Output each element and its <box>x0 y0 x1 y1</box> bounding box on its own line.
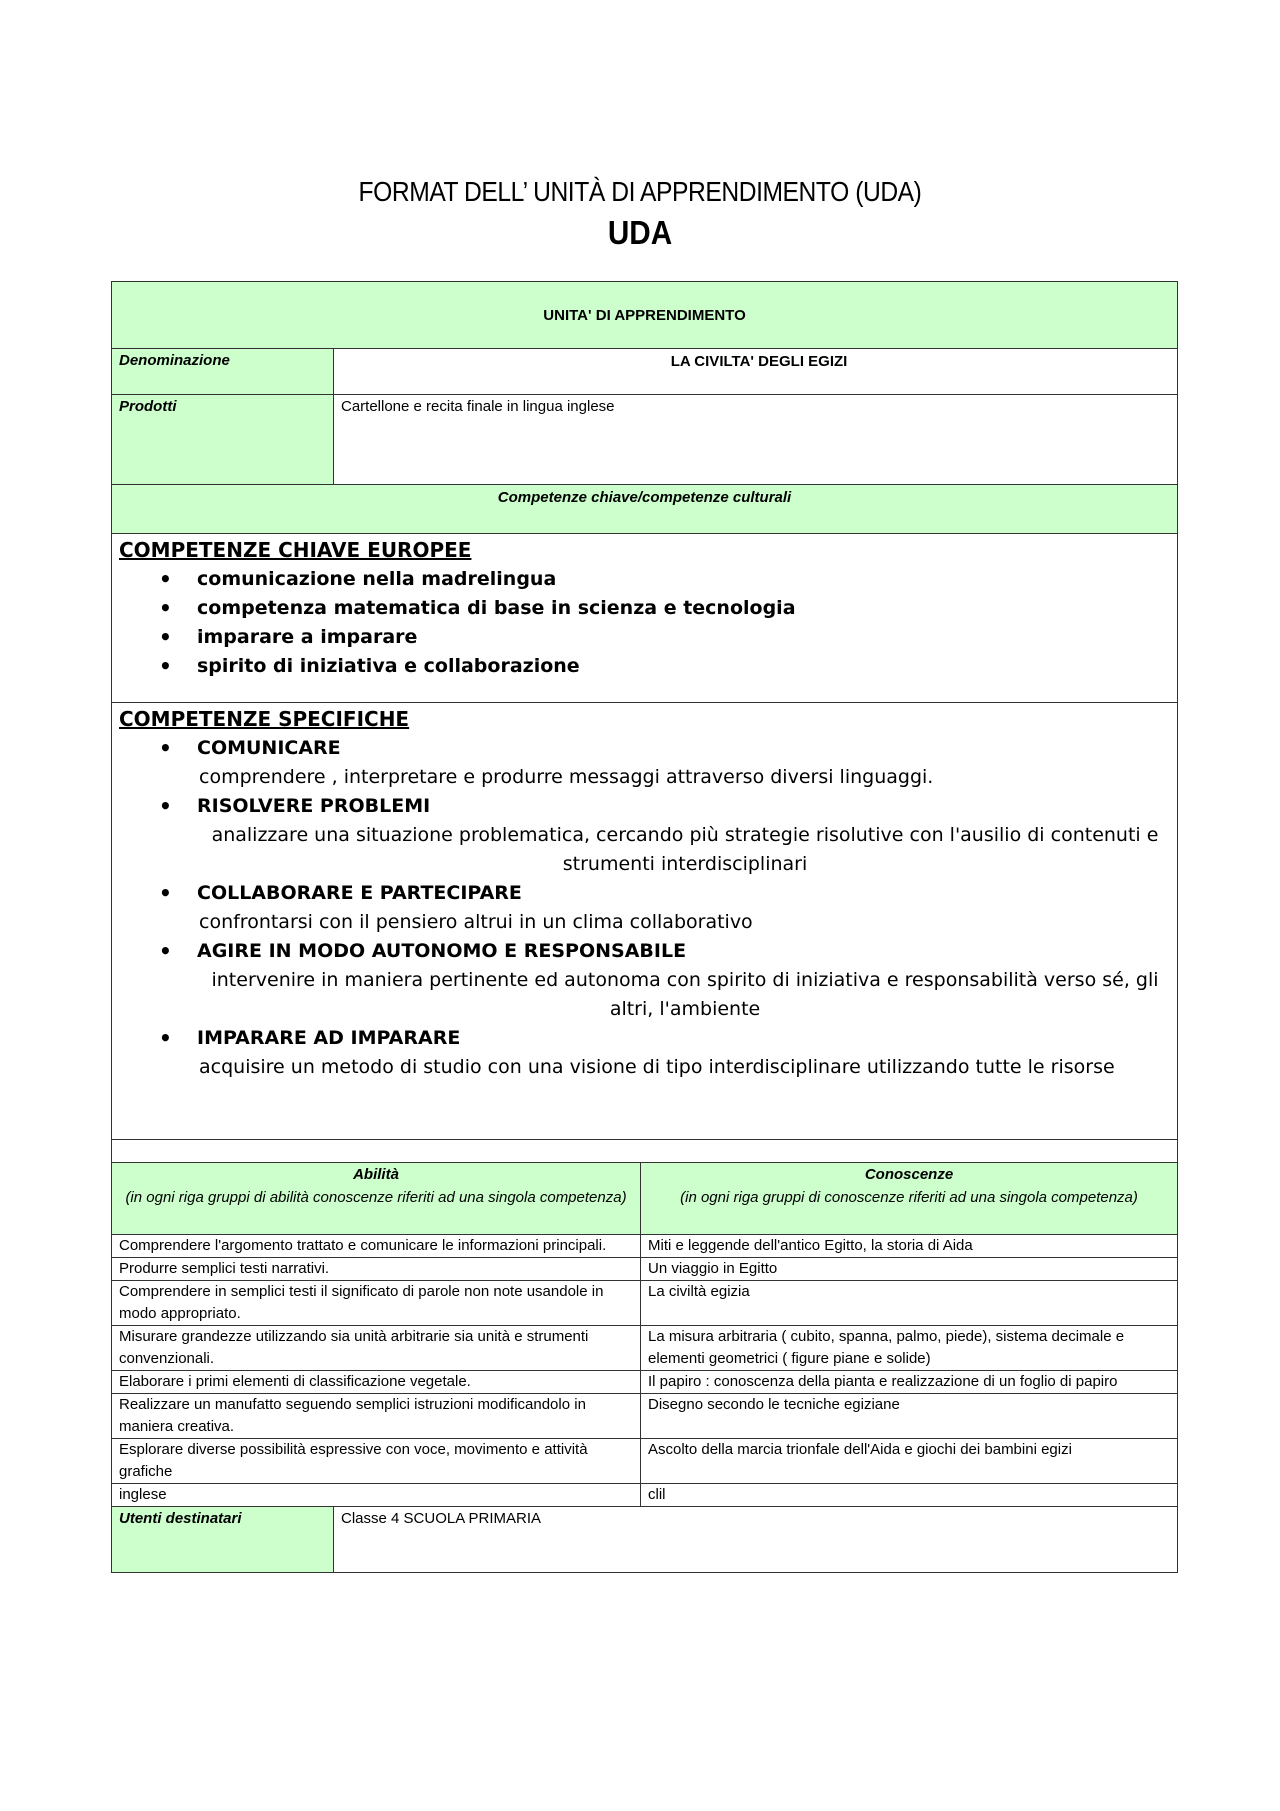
conoscenze-header-title: Conoscenze <box>864 1166 954 1183</box>
utenti-value: Classe 4 SCUOLA PRIMARIA <box>334 1507 1178 1573</box>
competenza-specifica-name: • IMPARARE AD IMPARARE <box>119 1024 1177 1053</box>
table-row <box>112 1371 1178 1394</box>
abilita-cell: Elaborare i primi elementi di classificazione vegetale. <box>112 1371 641 1394</box>
table-row <box>112 1235 1178 1258</box>
abilita-header <box>112 1163 641 1235</box>
competenza-chiave-item: • imparare a imparare <box>119 623 1177 652</box>
table-row <box>112 1258 1178 1281</box>
conoscenze-cell: Un viaggio in Egitto <box>641 1258 1178 1281</box>
competenza-specifica-desc: confrontarsi con il pensiero altrui in un clima collaborativo <box>199 911 753 933</box>
competenza-specifica-desc: analizzare una situazione problematica, cercando più strategie risolutive con l'ausilio di contenuti e strumenti interdisciplinari <box>211 824 1159 875</box>
abilita-cell: Misurare grandezze utilizzando sia unità arbitrarie sia unità e strumenti convenzionali. <box>112 1326 641 1371</box>
denominazione-value: LA CIVILTA' DEGLI EGIZI <box>334 349 1178 395</box>
utenti-label: Utenti destinatari <box>112 1507 334 1573</box>
competenza-chiave-item: • spirito di iniziativa e collaborazione <box>119 652 1177 681</box>
conoscenze-cell: clil <box>641 1484 1178 1507</box>
competenza-chiave-item: • competenza matematica di base in scienza e tecnologia <box>119 594 1177 623</box>
table-row <box>112 1326 1178 1371</box>
abilita-conoscenze-rows <box>112 1235 1178 1507</box>
competenze-specifiche-title: COMPETENZE SPECIFICHE <box>119 707 410 731</box>
abilita-cell: Comprendere in semplici testi il significato di parole non note usandole in modo appropriato. <box>112 1281 641 1326</box>
competenze-chiave-title: COMPETENZE CHIAVE EUROPEE <box>119 538 472 562</box>
abilita-header-title: Abilità <box>353 1166 399 1183</box>
document-subtitle: UDA <box>607 214 673 251</box>
table-row <box>112 1394 1178 1439</box>
competenze-specifiche-list <box>119 734 1177 1082</box>
abilita-cell: Produrre semplici testi narrativi. <box>112 1258 641 1281</box>
abilita-header-note: (in ogni riga gruppi di abilità conoscenze riferiti ad una singola competenza) <box>125 1189 627 1206</box>
conoscenze-cell: Ascolto della marcia trionfale dell'Aida e giochi dei bambini egizi <box>641 1439 1178 1484</box>
conoscenze-header <box>641 1163 1178 1235</box>
competenza-specifica-name: • COLLABORARE E PARTECIPARE <box>119 879 1177 908</box>
competenza-specifica-name: • COMUNICARE <box>119 734 1177 763</box>
conoscenze-cell: Il papiro : conoscenza della pianta e realizzazione di un foglio di papiro <box>641 1371 1178 1394</box>
conoscenze-cell: La misura arbitraria ( cubito, spanna, palmo, piede), sistema decimale e elementi geometrici ( figure piane e solide) <box>641 1326 1178 1371</box>
uda-header: UNITA' DI APPRENDIMENTO <box>112 282 1178 349</box>
competenze-specifiche-section <box>112 703 1178 1140</box>
competenze-header: Competenze chiave/competenze culturali <box>112 485 1178 534</box>
competenza-specifica-name: • RISOLVERE PROBLEMI <box>119 792 1177 821</box>
competenza-specifica-name: • AGIRE IN MODO AUTONOMO E RESPONSABILE <box>119 937 1177 966</box>
abilita-cell: Esplorare diverse possibilità espressive con voce, movimento e attività grafiche <box>112 1439 641 1484</box>
competenza-chiave-item: • comunicazione nella madrelingua <box>119 565 1177 594</box>
competenza-specifica-desc: intervenire in maniera pertinente ed autonoma con spirito di iniziativa e responsabilità verso sé, gli altri, l'ambiente <box>211 969 1159 1020</box>
abilita-cell: Comprendere l'argomento trattato e comunicare le informazioni principali. <box>112 1235 641 1258</box>
uda-table <box>111 281 1178 1573</box>
competenza-specifica-desc: acquisire un metodo di studio con una visione di tipo interdisciplinare utilizzando tutte le risorse <box>199 1056 1115 1078</box>
conoscenze-cell: Miti e leggende dell'antico Egitto, la storia di Aida <box>641 1235 1178 1258</box>
competenze-chiave-list <box>119 565 1177 681</box>
table-row <box>112 1484 1178 1507</box>
abilita-cell: inglese <box>112 1484 641 1507</box>
conoscenze-cell: La civiltà egizia <box>641 1281 1178 1326</box>
spacer-row <box>112 1140 1178 1163</box>
competenze-chiave-section <box>112 534 1178 703</box>
conoscenze-header-note: (in ogni riga gruppi di conoscenze riferiti ad una singola competenza) <box>680 1189 1138 1206</box>
document-title: FORMAT DELL’ UNITÀ DI APPRENDIMENTO (UDA) <box>358 176 922 207</box>
abilita-cell: Realizzare un manufatto seguendo semplici istruzioni modificandolo in maniera creativa. <box>112 1394 641 1439</box>
table-row <box>112 1281 1178 1326</box>
prodotti-value: Cartellone e recita finale in lingua inglese <box>334 395 1178 485</box>
prodotti-label: Prodotti <box>112 395 334 485</box>
denominazione-label: Denominazione <box>112 349 334 395</box>
table-row <box>112 1439 1178 1484</box>
conoscenze-cell: Disegno secondo le tecniche egiziane <box>641 1394 1178 1439</box>
competenza-specifica-desc: comprendere , interpretare e produrre messaggi attraverso diversi linguaggi. <box>199 766 934 788</box>
